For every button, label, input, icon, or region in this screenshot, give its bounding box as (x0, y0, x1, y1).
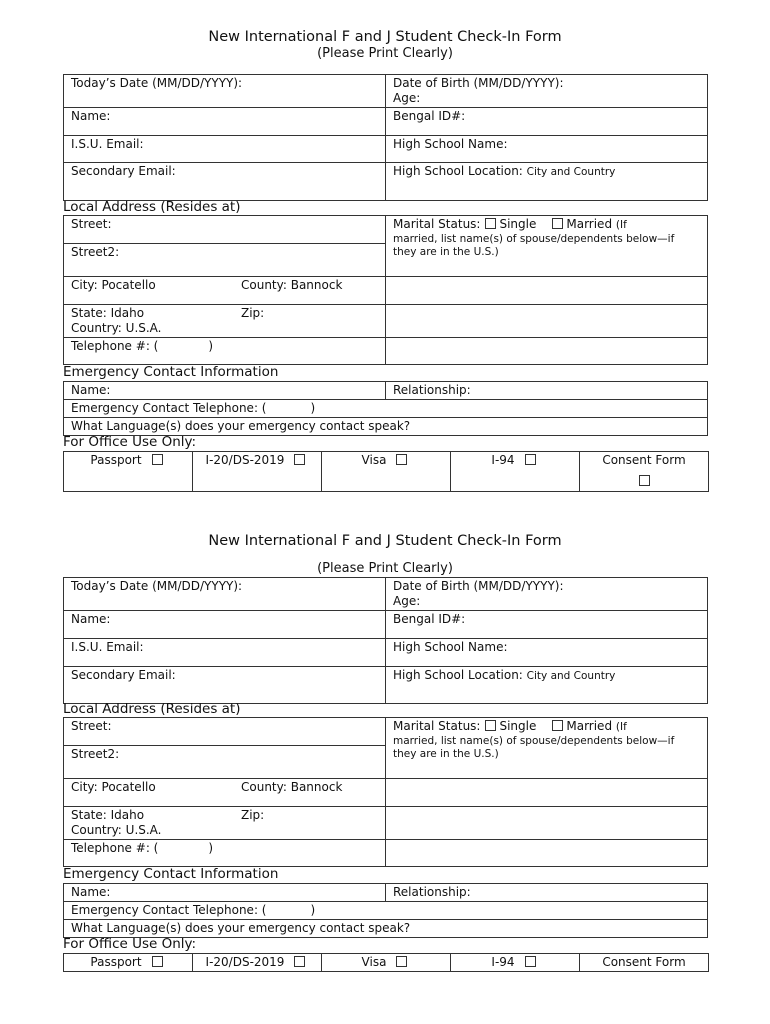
dependent-line-1[interactable] (386, 277, 708, 305)
passport-cell[interactable]: Passport (64, 954, 193, 972)
dependent-line-3[interactable] (386, 840, 708, 867)
local-address-header: Local Address (Resides at) (63, 199, 241, 215)
dependent-line-1[interactable] (386, 779, 708, 807)
high-school-name-field[interactable]: High School Name: (386, 136, 708, 163)
emergency-header: Emergency Contact Information (63, 866, 279, 882)
dependent-line-3[interactable] (386, 338, 708, 365)
ec-telephone-field[interactable]: Emergency Contact Telephone: ( ) (64, 902, 708, 920)
personal-info-table (63, 577, 708, 704)
street2-field[interactable]: Street2: (64, 746, 386, 779)
city-county-field: City: Pocatello County: Bannock (64, 779, 386, 807)
name-field[interactable]: Name: (64, 611, 386, 639)
passport-checkbox[interactable] (152, 956, 163, 967)
single-checkbox[interactable] (485, 720, 496, 731)
telephone-field[interactable]: Telephone #: ( ) (64, 338, 386, 365)
city-county-field: City: Pocatello County: Bannock (64, 277, 386, 305)
passport-cell[interactable]: Passport (64, 452, 193, 492)
visa-checkbox[interactable] (396, 956, 407, 967)
i94-cell[interactable]: I-94 (451, 954, 580, 972)
form-title: New International F and J Student Check-In Form (208, 533, 562, 549)
dob-age-field[interactable]: Date of Birth (MM/DD/YYYY): Age: (386, 75, 708, 108)
high-school-location-field[interactable]: High School Location: City and Country (386, 667, 708, 704)
ec-name-field[interactable]: Name: (64, 382, 386, 400)
bengal-id-field[interactable]: Bengal ID#: (386, 611, 708, 639)
i20-checkbox[interactable] (294, 956, 305, 967)
ec-language-field[interactable]: What Language(s) does your emergency contact speak? (64, 418, 708, 436)
local-address-header: Local Address (Resides at) (63, 701, 241, 717)
i20-cell[interactable]: I-20/DS-2019 (193, 954, 322, 972)
form-title: New International F and J Student Check-In Form (208, 29, 562, 45)
single-checkbox[interactable] (485, 218, 496, 229)
visa-checkbox[interactable] (396, 454, 407, 465)
form-subtitle: (Please Print Clearly) (317, 46, 453, 61)
street2-field[interactable]: Street2: (64, 244, 386, 277)
state-zip-field[interactable]: State: Idaho Zip: Country: U.S.A. (64, 807, 386, 840)
street-field[interactable]: Street: (64, 216, 386, 244)
i94-checkbox[interactable] (525, 956, 536, 967)
dependent-line-2[interactable] (386, 807, 708, 840)
i20-cell[interactable]: I-20/DS-2019 (193, 452, 322, 492)
marital-status-field[interactable]: Marital Status: Single Married (If married, list name(s) of spouse/dependents below—if they are in the U.S.) (386, 216, 708, 277)
ec-telephone-field[interactable]: Emergency Contact Telephone: ( ) (64, 400, 708, 418)
emergency-table (63, 883, 708, 938)
emergency-header: Emergency Contact Information (63, 364, 279, 380)
ec-language-field[interactable]: What Language(s) does your emergency contact speak? (64, 920, 708, 938)
todays-date-field[interactable]: Today’s Date (MM/DD/YYYY): (64, 75, 386, 108)
i94-cell[interactable]: I-94 (451, 452, 580, 492)
ec-relationship-field[interactable]: Relationship: (386, 382, 708, 400)
passport-checkbox[interactable] (152, 454, 163, 465)
secondary-email-field[interactable]: Secondary Email: (64, 163, 386, 201)
consent-form-cell[interactable]: Consent Form (580, 954, 709, 972)
bengal-id-field[interactable]: Bengal ID#: (386, 108, 708, 136)
married-checkbox[interactable] (552, 720, 563, 731)
married-checkbox[interactable] (552, 218, 563, 229)
ec-name-field[interactable]: Name: (64, 884, 386, 902)
isu-email-field[interactable]: I.S.U. Email: (64, 639, 386, 667)
street-field[interactable]: Street: (64, 718, 386, 746)
office-use-header: For Office Use Only: (63, 936, 197, 952)
high-school-name-field[interactable]: High School Name: (386, 639, 708, 667)
telephone-field[interactable]: Telephone #: ( ) (64, 840, 386, 867)
dob-age-field[interactable]: Date of Birth (MM/DD/YYYY): Age: (386, 578, 708, 611)
name-field[interactable]: Name: (64, 108, 386, 136)
office-use-header: For Office Use Only: (63, 434, 197, 450)
local-address-table (63, 215, 708, 365)
ec-relationship-field[interactable]: Relationship: (386, 884, 708, 902)
local-address-table (63, 717, 708, 867)
personal-info-table (63, 74, 708, 201)
high-school-location-field[interactable]: High School Location: City and Country (386, 163, 708, 201)
i94-checkbox[interactable] (525, 454, 536, 465)
secondary-email-field[interactable]: Secondary Email: (64, 667, 386, 704)
office-use-table (63, 953, 709, 972)
consent-form-checkbox[interactable] (639, 475, 650, 486)
visa-cell[interactable]: Visa (322, 954, 451, 972)
form-subtitle: (Please Print Clearly) (317, 561, 453, 576)
isu-email-field[interactable]: I.S.U. Email: (64, 136, 386, 163)
visa-cell[interactable]: Visa (322, 452, 451, 492)
dependent-line-2[interactable] (386, 305, 708, 338)
todays-date-field[interactable]: Today’s Date (MM/DD/YYYY): (64, 578, 386, 611)
emergency-table (63, 381, 708, 436)
i20-checkbox[interactable] (294, 454, 305, 465)
marital-status-field[interactable]: Marital Status: Single Married (If married, list name(s) of spouse/dependents below—if they are in the U.S.) (386, 718, 708, 779)
state-zip-field[interactable]: State: Idaho Zip: Country: U.S.A. (64, 305, 386, 338)
office-use-table (63, 451, 709, 492)
consent-form-cell[interactable]: Consent Form (580, 452, 709, 492)
